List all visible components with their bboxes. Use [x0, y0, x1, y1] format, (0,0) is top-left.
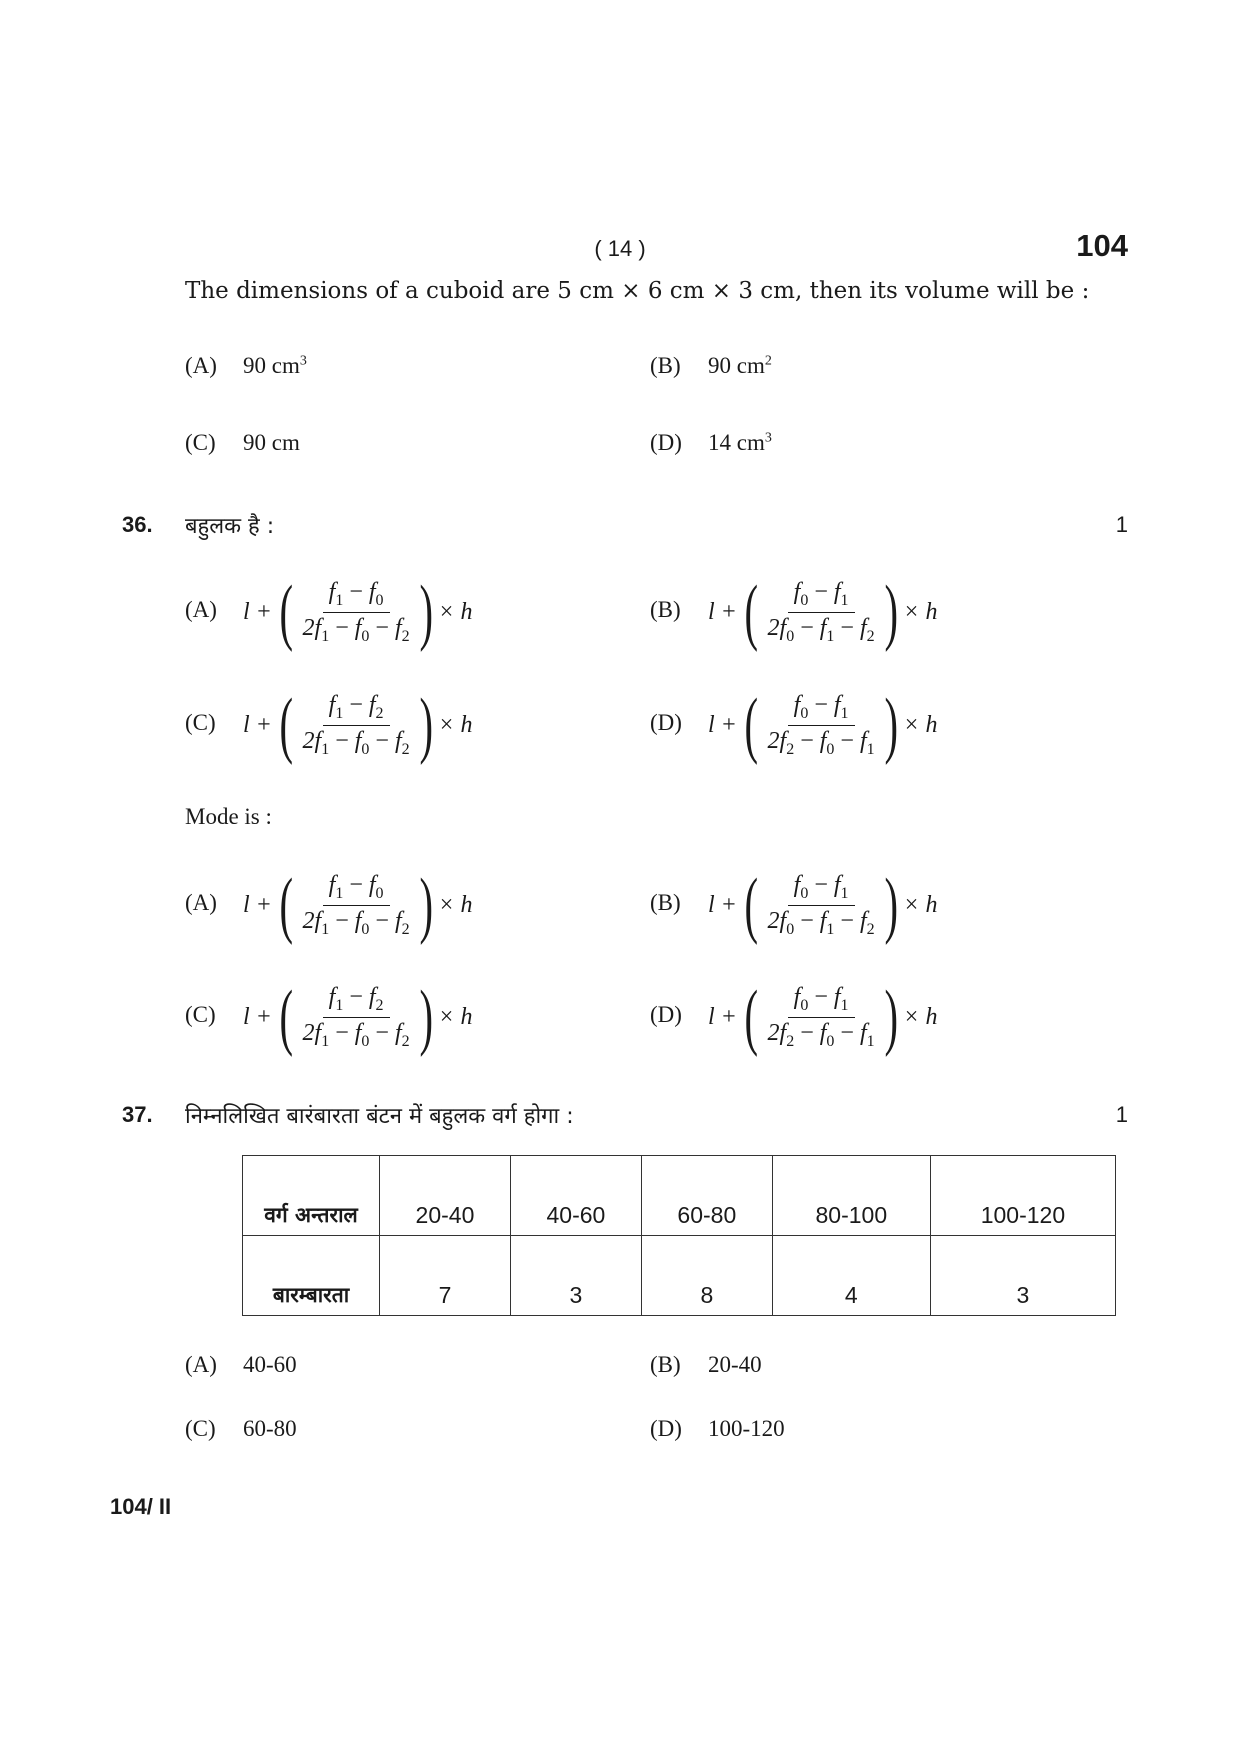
q36-marks: 1	[1115, 512, 1128, 537]
denominator	[762, 726, 881, 759]
term: −	[834, 907, 860, 934]
numerator	[323, 984, 390, 1018]
subscript: 0	[800, 996, 809, 1014]
subscript: 1	[321, 920, 330, 938]
left-parenthesis: (	[279, 976, 293, 1058]
table-cell: 40-60	[510, 1156, 641, 1236]
term: f	[833, 871, 841, 898]
formula-suffix: × h	[438, 891, 473, 918]
term: f	[368, 871, 376, 898]
page-number: ( 14 )	[594, 236, 646, 261]
right-parenthesis: )	[884, 684, 898, 766]
table-cell: 80-100	[772, 1156, 930, 1236]
subscript: 2	[786, 1032, 795, 1050]
subscript: 0	[361, 920, 370, 938]
term: −	[343, 983, 369, 1010]
formula-suffix: × h	[903, 598, 938, 625]
subscript: 1	[840, 704, 849, 722]
term: f	[833, 983, 841, 1010]
denominator	[762, 1018, 881, 1051]
term: 2f	[302, 727, 322, 754]
term: −	[343, 691, 369, 718]
option-label: (D)	[650, 710, 682, 736]
term: f	[394, 727, 402, 754]
right-parenthesis: )	[419, 976, 433, 1058]
subscript: 1	[321, 1032, 330, 1050]
subscript: 1	[321, 627, 330, 645]
mode-formula	[708, 571, 938, 653]
subscript: 0	[375, 591, 384, 609]
subscript: 2	[401, 627, 410, 645]
subscript: 2	[375, 704, 384, 722]
option-label: (C)	[185, 430, 216, 455]
right-parenthesis: )	[419, 684, 433, 766]
formula-prefix: l +	[708, 891, 737, 918]
option-label: (B)	[650, 1352, 681, 1377]
fraction	[297, 692, 416, 759]
table-cell: 20-40	[380, 1156, 511, 1236]
term: −	[369, 1019, 395, 1046]
subscript: 0	[826, 740, 835, 758]
option-value: 100-120	[708, 1416, 785, 1441]
fraction	[762, 984, 881, 1051]
term: 2f	[302, 1019, 322, 1046]
term: f	[328, 578, 336, 605]
paper-code: 104	[1076, 228, 1128, 263]
q36-english-option-a	[185, 864, 473, 946]
fraction	[762, 692, 881, 759]
subscript: 1	[826, 627, 835, 645]
q37-option-a	[185, 1352, 297, 1378]
term: −	[369, 727, 395, 754]
subscript: 1	[866, 1032, 875, 1050]
formula-suffix: × h	[903, 891, 938, 918]
formula-suffix: × h	[903, 711, 938, 738]
term: f	[819, 727, 827, 754]
table-cell: 100-120	[930, 1156, 1115, 1236]
term: f	[819, 614, 827, 641]
q36-hindi-option-c	[185, 684, 473, 766]
denominator	[762, 613, 881, 646]
term: f	[859, 727, 867, 754]
numerator	[788, 872, 855, 906]
term: f	[859, 907, 867, 934]
term: −	[343, 871, 369, 898]
term: f	[394, 614, 402, 641]
q37-option-c	[185, 1416, 297, 1442]
q37-option-b	[650, 1352, 762, 1378]
numerator	[323, 692, 390, 726]
q35-option-d	[650, 430, 772, 456]
subscript: 0	[800, 704, 809, 722]
subscript: 2	[401, 740, 410, 758]
term: −	[808, 691, 834, 718]
fraction	[762, 579, 881, 646]
subscript: 0	[800, 591, 809, 609]
subscript: 1	[321, 740, 330, 758]
frequency-table	[242, 1155, 1116, 1316]
option-label: (B)	[650, 353, 681, 378]
q36-hindi-option-a	[185, 571, 473, 653]
term: f	[354, 727, 362, 754]
term: −	[329, 727, 355, 754]
term: f	[833, 691, 841, 718]
term: −	[794, 614, 820, 641]
table-row-header: वर्ग अन्तराल	[243, 1156, 380, 1236]
term: f	[368, 983, 376, 1010]
q36-hindi-option-b	[650, 571, 938, 653]
numerator	[788, 579, 855, 613]
term: f	[394, 1019, 402, 1046]
option-label: (D)	[650, 1002, 682, 1028]
option-value: 14 cm	[708, 430, 765, 455]
mode-formula	[708, 684, 938, 766]
option-exponent: 3	[764, 430, 772, 446]
q35-option-a	[185, 353, 307, 379]
numerator	[323, 579, 390, 613]
term: f	[354, 907, 362, 934]
subscript: 1	[826, 920, 835, 938]
subscript: 2	[866, 920, 875, 938]
formula-suffix: × h	[903, 1003, 938, 1030]
option-label: (C)	[185, 710, 216, 736]
term: f	[793, 983, 801, 1010]
formula-prefix: l +	[708, 711, 737, 738]
option-value: 20-40	[708, 1352, 762, 1377]
formula-prefix: l +	[243, 598, 272, 625]
term: −	[794, 727, 820, 754]
formula-prefix: l +	[708, 598, 737, 625]
term: f	[328, 983, 336, 1010]
term: f	[819, 907, 827, 934]
term: f	[328, 871, 336, 898]
subscript: 0	[786, 627, 795, 645]
term: f	[793, 578, 801, 605]
term: −	[808, 871, 834, 898]
q35-question-text: The dimensions of a cuboid are 5 cm × 6 cm × 3 cm, then its volume will be :	[185, 278, 1090, 304]
subscript: 1	[840, 996, 849, 1014]
term: f	[859, 614, 867, 641]
formula-suffix: × h	[438, 711, 473, 738]
right-parenthesis: )	[884, 976, 898, 1058]
fraction	[297, 872, 416, 939]
left-parenthesis: (	[744, 684, 758, 766]
left-parenthesis: (	[279, 684, 293, 766]
term: f	[793, 691, 801, 718]
option-label: (B)	[650, 890, 681, 916]
fraction	[297, 579, 416, 646]
mode-formula	[708, 864, 938, 946]
term: f	[793, 871, 801, 898]
denominator	[297, 906, 416, 939]
option-label: (C)	[185, 1416, 216, 1441]
option-label: (D)	[650, 1416, 682, 1441]
mode-formula	[243, 976, 473, 1058]
left-parenthesis: (	[279, 571, 293, 653]
term: f	[859, 1019, 867, 1046]
numerator	[323, 872, 390, 906]
term: −	[329, 1019, 355, 1046]
term: 2f	[767, 1019, 787, 1046]
table-cell: 4	[772, 1236, 930, 1316]
term: −	[808, 578, 834, 605]
term: −	[834, 727, 860, 754]
left-parenthesis: (	[744, 571, 758, 653]
option-value: 40-60	[243, 1352, 297, 1377]
table-cell: 3	[510, 1236, 641, 1316]
subscript: 0	[800, 884, 809, 902]
formula-suffix: × h	[438, 1003, 473, 1030]
q35-option-c	[185, 430, 300, 456]
formula-prefix: l +	[708, 1003, 737, 1030]
term: f	[394, 907, 402, 934]
subscript: 0	[361, 1032, 370, 1050]
footer-code: 104/ II	[110, 1494, 172, 1519]
mode-formula	[243, 571, 473, 653]
subscript: 2	[401, 1032, 410, 1050]
subscript: 1	[840, 884, 849, 902]
table-row-header: बारम्बारता	[243, 1236, 380, 1316]
option-label: (A)	[185, 353, 217, 378]
term: 2f	[767, 727, 787, 754]
term: f	[368, 691, 376, 718]
subscript: 1	[335, 591, 344, 609]
table-cell: 7	[380, 1236, 511, 1316]
term: 2f	[767, 614, 787, 641]
table-row	[243, 1156, 1116, 1236]
subscript: 2	[866, 627, 875, 645]
term: −	[329, 907, 355, 934]
denominator	[297, 1018, 416, 1051]
subscript: 1	[335, 704, 344, 722]
fraction	[297, 984, 416, 1051]
mode-formula	[708, 976, 938, 1058]
q36-english-option-b	[650, 864, 938, 946]
q37-number: 37.	[122, 1102, 153, 1127]
term: f	[368, 578, 376, 605]
term: −	[794, 1019, 820, 1046]
option-value: 90 cm	[243, 353, 300, 378]
right-parenthesis: )	[419, 864, 433, 946]
left-parenthesis: (	[744, 976, 758, 1058]
term: f	[833, 578, 841, 605]
subscript: 2	[786, 740, 795, 758]
q37-hindi-text: निम्नलिखित बारंबारता बंटन में बहुलक वर्ग होगा :	[185, 1104, 574, 1129]
option-label: (A)	[185, 1352, 217, 1377]
option-value: 90 cm	[708, 353, 765, 378]
formula-suffix: × h	[438, 598, 473, 625]
numerator	[788, 984, 855, 1018]
term: 2f	[302, 614, 322, 641]
left-parenthesis: (	[279, 864, 293, 946]
right-parenthesis: )	[884, 571, 898, 653]
denominator	[762, 906, 881, 939]
subscript: 0	[375, 884, 384, 902]
option-exponent: 3	[299, 353, 307, 369]
q36-hindi-text: बहुलक है :	[185, 514, 275, 539]
subscript: 1	[866, 740, 875, 758]
subscript: 0	[361, 627, 370, 645]
option-label: (D)	[650, 430, 682, 455]
term: −	[808, 983, 834, 1010]
option-label: (C)	[185, 1002, 216, 1028]
subscript: 2	[375, 996, 384, 1014]
mode-formula	[243, 864, 473, 946]
term: f	[354, 614, 362, 641]
term: f	[819, 1019, 827, 1046]
term: f	[354, 1019, 362, 1046]
q36-english-option-d	[650, 976, 938, 1058]
subscript: 0	[786, 920, 795, 938]
fraction	[762, 872, 881, 939]
table-cell: 60-80	[641, 1156, 772, 1236]
numerator	[788, 692, 855, 726]
term: 2f	[767, 907, 787, 934]
formula-prefix: l +	[243, 711, 272, 738]
q36-number: 36.	[122, 512, 153, 537]
option-exponent: 2	[764, 353, 772, 369]
formula-prefix: l +	[243, 1003, 272, 1030]
subscript: 0	[361, 740, 370, 758]
subscript: 2	[401, 920, 410, 938]
mode-formula	[243, 684, 473, 766]
option-value: 90 cm	[243, 430, 300, 455]
q37-marks: 1	[1115, 1102, 1128, 1127]
right-parenthesis: )	[419, 571, 433, 653]
table-cell: 3	[930, 1236, 1115, 1316]
term: −	[369, 907, 395, 934]
term: −	[834, 614, 860, 641]
q36-english-option-c	[185, 976, 473, 1058]
term: −	[794, 907, 820, 934]
term: −	[329, 614, 355, 641]
option-label: (A)	[185, 597, 217, 623]
q36-english-text: Mode is :	[185, 804, 272, 829]
subscript: 0	[826, 1032, 835, 1050]
option-label: (B)	[650, 597, 681, 623]
term: 2f	[302, 907, 322, 934]
option-label: (A)	[185, 890, 217, 916]
table-row	[243, 1236, 1116, 1316]
term: f	[328, 691, 336, 718]
right-parenthesis: )	[884, 864, 898, 946]
denominator	[297, 613, 416, 646]
subscript: 1	[335, 996, 344, 1014]
option-value: 60-80	[243, 1416, 297, 1441]
subscript: 1	[840, 591, 849, 609]
q37-option-d	[650, 1416, 785, 1442]
left-parenthesis: (	[744, 864, 758, 946]
subscript: 1	[335, 884, 344, 902]
q35-option-b	[650, 353, 772, 379]
table-cell: 8	[641, 1236, 772, 1316]
term: −	[834, 1019, 860, 1046]
q36-hindi-option-d	[650, 684, 938, 766]
term: −	[369, 614, 395, 641]
formula-prefix: l +	[243, 891, 272, 918]
term: −	[343, 578, 369, 605]
denominator	[297, 726, 416, 759]
